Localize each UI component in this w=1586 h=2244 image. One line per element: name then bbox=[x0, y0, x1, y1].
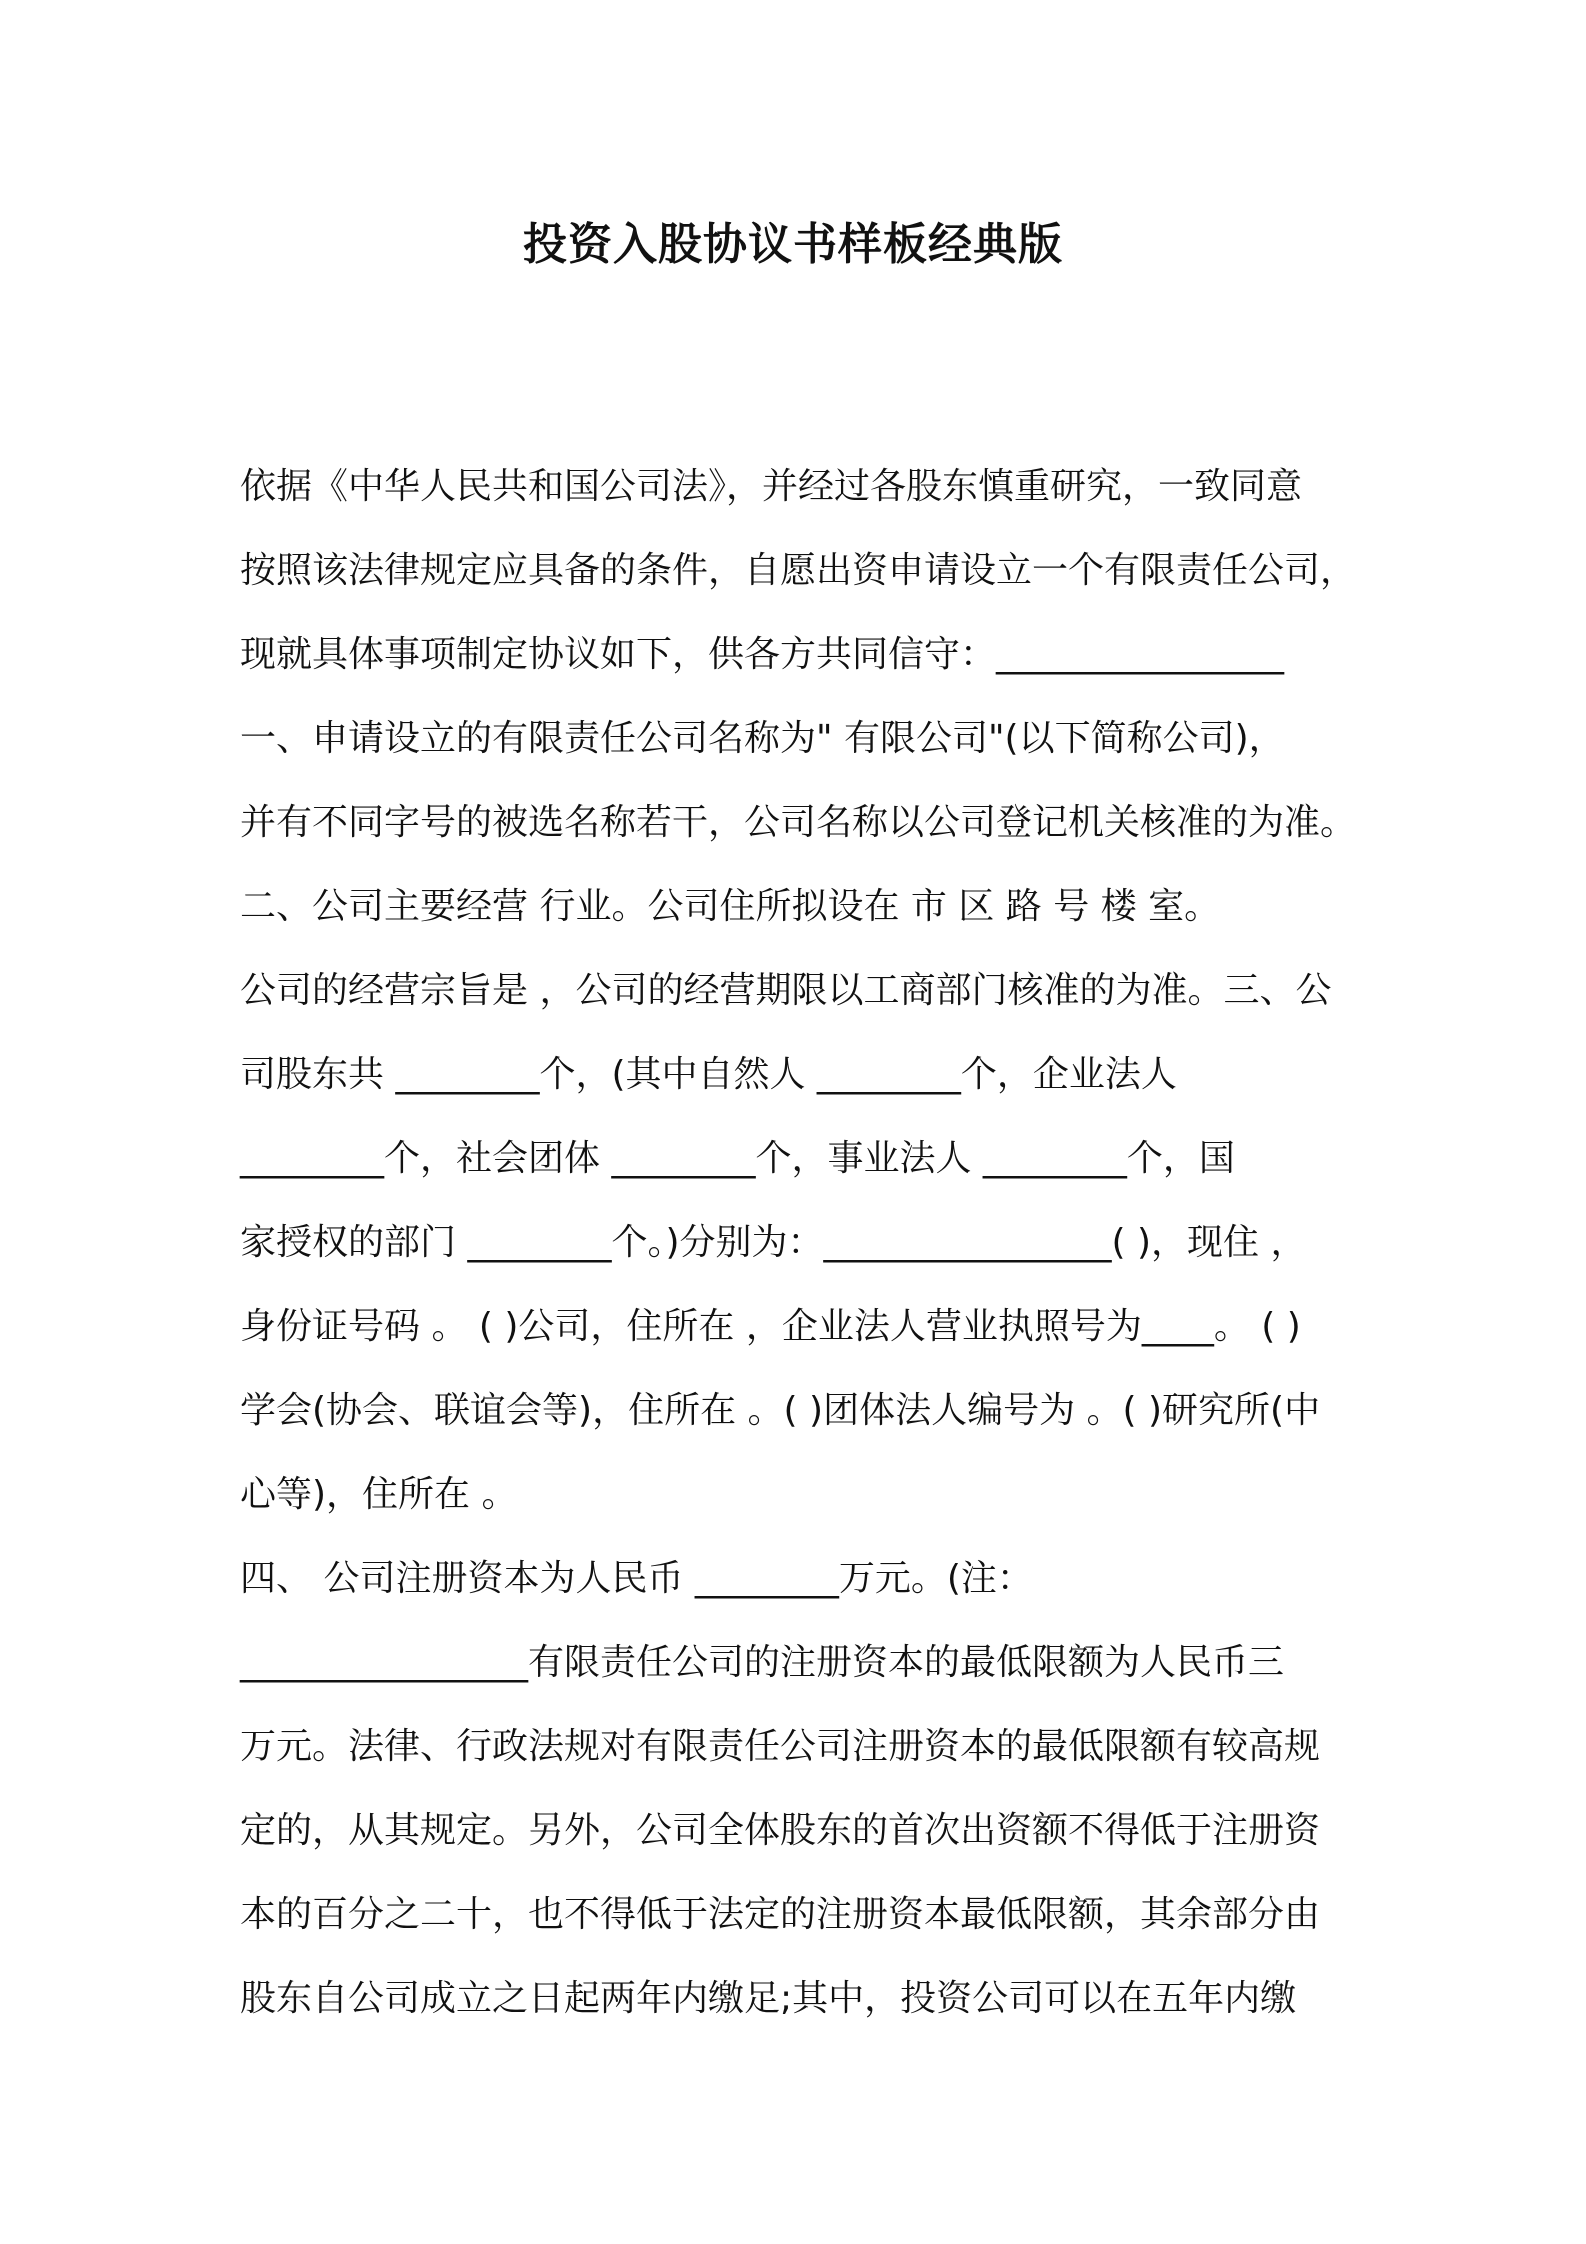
paragraph-line: ________________有限责任公司的注册资本的最低限额为人民币三 bbox=[240, 1642, 1285, 1683]
paragraph-line: 万元。法律、行政法规对有限责任公司注册资本的最低限额有较高规 bbox=[240, 1726, 1321, 1767]
paragraph-line: 一、申请设立的有限责任公司名称为" 有限公司"(以下简称公司)， bbox=[240, 718, 1285, 759]
paragraph-line: 身份证号码 。 ( )公司，住所在 ，企业法人营业执照号为____。 ( ) bbox=[240, 1306, 1301, 1347]
paragraph-line: 心等)，住所在 。 bbox=[240, 1474, 518, 1515]
paragraph-line: 按照该法律规定应具备的条件，自愿出资申请设立一个有限责任公司， bbox=[240, 550, 1357, 591]
paragraph-line: ________个，社会团体 ________个，事业法人 ________个，国 bbox=[240, 1138, 1235, 1179]
paragraph-line: 定的，从其规定。另外，公司全体股东的首次出资额不得低于注册资 bbox=[240, 1810, 1321, 1851]
paragraph-line: 依据《中华人民共和国公司法》，并经过各股东慎重研究，一致同意 bbox=[240, 466, 1303, 507]
paragraph-line: 司股东共 ________个，(其中自然人 ________个，企业法人 bbox=[240, 1054, 1177, 1095]
document-body bbox=[240, 445, 1380, 2041]
paragraph-line: 四、 公司注册资本为人民币 ________万元。(注： bbox=[240, 1558, 1033, 1599]
paragraph-line: 并有不同字号的被选名称若干，公司名称以公司登记机关核准的为准。 bbox=[240, 802, 1357, 843]
paragraph-line: 家授权的部门 ________个。)分别为：________________( )，现住 ， bbox=[240, 1222, 1307, 1263]
paragraph-line: 股东自公司成立之日起两年内缴足;其中，投资公司可以在五年内缴 bbox=[240, 1978, 1297, 2019]
paragraph-line: 现就具体事项制定协议如下，供各方共同信守：________________ bbox=[240, 634, 1285, 675]
paragraph-line: 学会(协会、联谊会等)，住所在 。( )团体法人编号为 。( )研究所(中 bbox=[240, 1390, 1321, 1431]
document-title: 投资入股协议书样板经典版 bbox=[523, 219, 1063, 270]
paragraph-line: 本的百分之二十，也不得低于法定的注册资本最低限额，其余部分由 bbox=[240, 1894, 1321, 1935]
paragraph-line: 二、公司主要经营 行业。公司住所拟设在 市 区 路 号 楼 室。 bbox=[240, 886, 1221, 927]
paragraph-line: 公司的经营宗旨是 ，公司的经营期限以工商部门核准的为准。三、公 bbox=[240, 970, 1332, 1011]
